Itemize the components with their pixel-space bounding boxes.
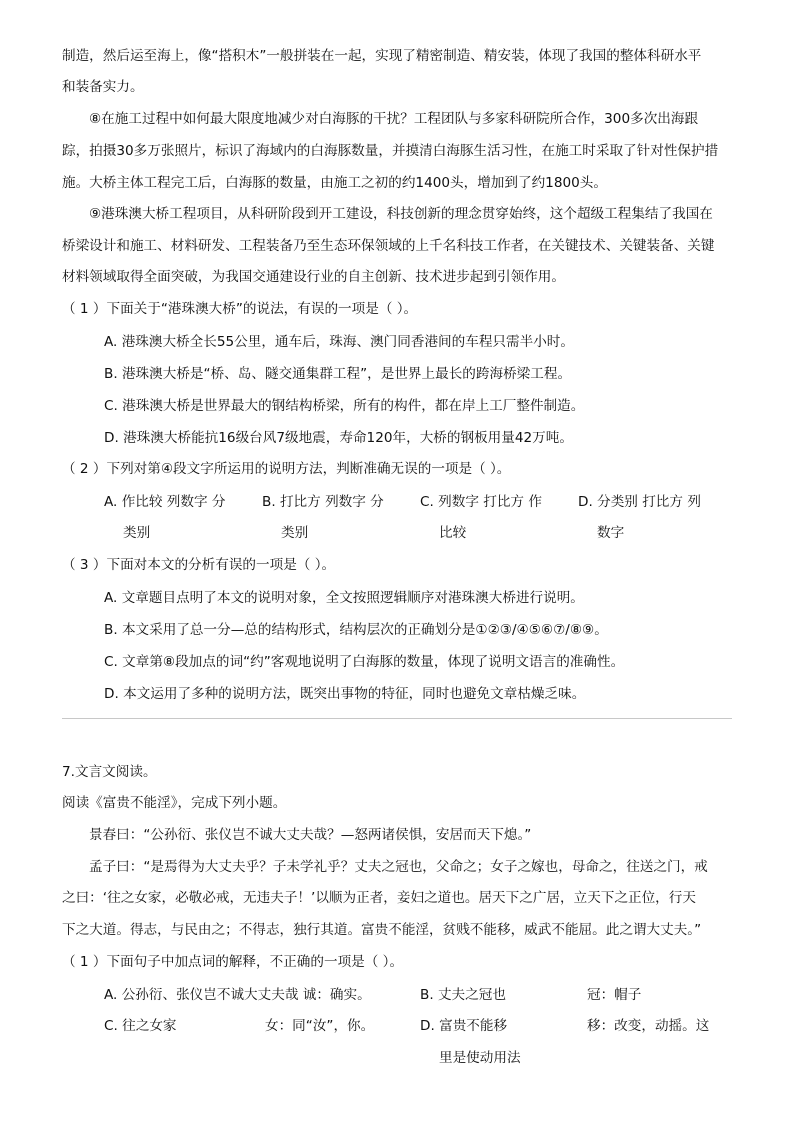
classical-text-line: 孟子曰：“是焉得为大丈夫乎？子未学礼乎？丈夫之冠也，父命之；女子之嫁也，母命之，往送之门，戒 [89, 859, 708, 875]
section-7-question-1-stem: （ 1 ）下面句子中加点词的解释，不正确的一项是（ ）。 [62, 954, 404, 970]
question-1-option-b: B. 港珠澳大桥是“桥、岛、隧交通集群工程”，是世界上最长的跨海桥梁工程。 [104, 366, 572, 382]
classical-text-line: 之曰：‘往之女家，必敬必戒，无违夫子！’以顺为正者，妾妇之道也。居天下之广居，立天下之正位，行天 [62, 890, 696, 906]
paragraph-9-line: 桥梁设计和施工、材料研发、工程装备乃至生态环保领域的上千名科技工作者，在关键技术、关键装备、关键 [62, 238, 715, 254]
section-7-option-b-gloss: 冠：帽子 [587, 987, 642, 1003]
section-7-option-a: A. 公孙衍、张仪岂不诚大丈夫哉 诚：确实。 [104, 987, 371, 1003]
section-divider [62, 718, 732, 719]
question-1-option-a: A. 港珠澳大桥全长55公里，通车后，珠海、澳门同香港间的车程只需半小时。 [104, 334, 574, 350]
question-2-stem: （ 2 ）下列对第④段文字所运用的说明方法，判断准确无误的一项是（ ）。 [62, 461, 511, 477]
section-7-option-d: D. 富贵不能移 [420, 1018, 508, 1034]
section-7-option-d-gloss-cont: 里是使动用法 [439, 1050, 521, 1066]
question-2-option-a-cont: 类别 [123, 525, 151, 541]
passage-line: 和装备实力。 [62, 79, 144, 95]
paragraph-8-line: ⑧在施工过程中如何最大限度地减少对白海豚的干扰？工程团队与多家科研院所合作，300多次出海跟 [89, 111, 699, 127]
question-1-option-d: D. 港珠澳大桥能抗16级台风7级地震，寿命120年，大桥的钢板用量42万吨。 [104, 430, 573, 446]
section-7-option-d-gloss: 移：改变，动摇。这 [587, 1018, 710, 1034]
question-2-option-b-cont: 类别 [281, 525, 309, 541]
paragraph-8-line: 施。大桥主体工程完工后，白海豚的数量，由施工之初的约1400头，增加到了约1800头。 [62, 175, 607, 191]
paragraph-8-line: 踪，拍摄30多万张照片，标识了海域内的白海豚数量，并摸清白海豚生活习性，在施工时采取了针对性保护措 [62, 143, 719, 159]
question-2-option-d: D. 分类别 打比方 列 [578, 494, 701, 510]
question-3-option-a: A. 文章题目点明了本文的说明对象，全文按照逻辑顺序对港珠澳大桥进行说明。 [104, 590, 584, 606]
section-7-intro: 阅读《富贵不能淫》，完成下列小题。 [62, 795, 287, 811]
section-7-title: 7.文言文阅读。 [62, 764, 157, 780]
question-3-stem: （ 3 ）下面对本文的分析有误的一项是（ ）。 [62, 557, 336, 573]
question-2-option-b: B. 打比方 列数字 分 [262, 494, 384, 510]
section-7-option-c: C. 往之女家 [104, 1018, 177, 1034]
classical-text-line: 景春曰：“公孙衍、张仪岂不诚大丈夫哉？—怒两诸侯惧，安居而天下熄。” [89, 827, 532, 843]
question-2-option-c-cont: 比较 [439, 525, 467, 541]
question-3-option-c: C. 文章第⑧段加点的词“约”客观地说明了白海豚的数量，体现了说明文语言的准确性。 [104, 654, 625, 670]
question-2-option-d-cont: 数字 [597, 525, 625, 541]
question-2-option-a: A. 作比较 列数字 分 [104, 494, 226, 510]
passage-line: 制造，然后运至海上，像“搭积木”一般拼装在一起，实现了精密制造、精安装，体现了我国的整体科研水平 [62, 48, 702, 64]
question-3-option-b: B. 本文采用了总一分—总的结构形式，结构层次的正确划分是①②③/④⑤⑥⑦/⑧⑨。 [104, 622, 608, 638]
question-2-option-c: C. 列数字 打比方 作 [420, 494, 542, 510]
question-3-option-d: D. 本文运用了多种的说明方法，既突出事物的特征，同时也避免文章枯燥乏味。 [104, 686, 586, 702]
question-1-option-c: C. 港珠澳大桥是世界最大的钢结构桥梁，所有的构件，都在岸上工厂整件制造。 [104, 398, 585, 414]
paragraph-9-line: ⑨港珠澳大桥工程项目，从科研阶段到开工建设，科技创新的理念贯穿始终，这个超级工程集结了我国在 [89, 206, 713, 222]
paragraph-9-line: 材料领域取得全面突破，为我国交通建设行业的自主创新、技术进步起到引领作用。 [62, 269, 565, 285]
question-1-stem: （ 1 ）下面关于“港珠澳大桥”的说法，有误的一项是（ ）。 [62, 301, 418, 317]
section-7-option-b: B. 丈夫之冠也 [420, 987, 506, 1003]
section-7-option-c-gloss: 女：同“汝”，你。 [265, 1018, 375, 1034]
classical-text-line: 下之大道。得志，与民由之；不得志，独行其道。富贵不能淫，贫贱不能移，威武不能屈。此之谓大丈夫。” [62, 922, 702, 938]
